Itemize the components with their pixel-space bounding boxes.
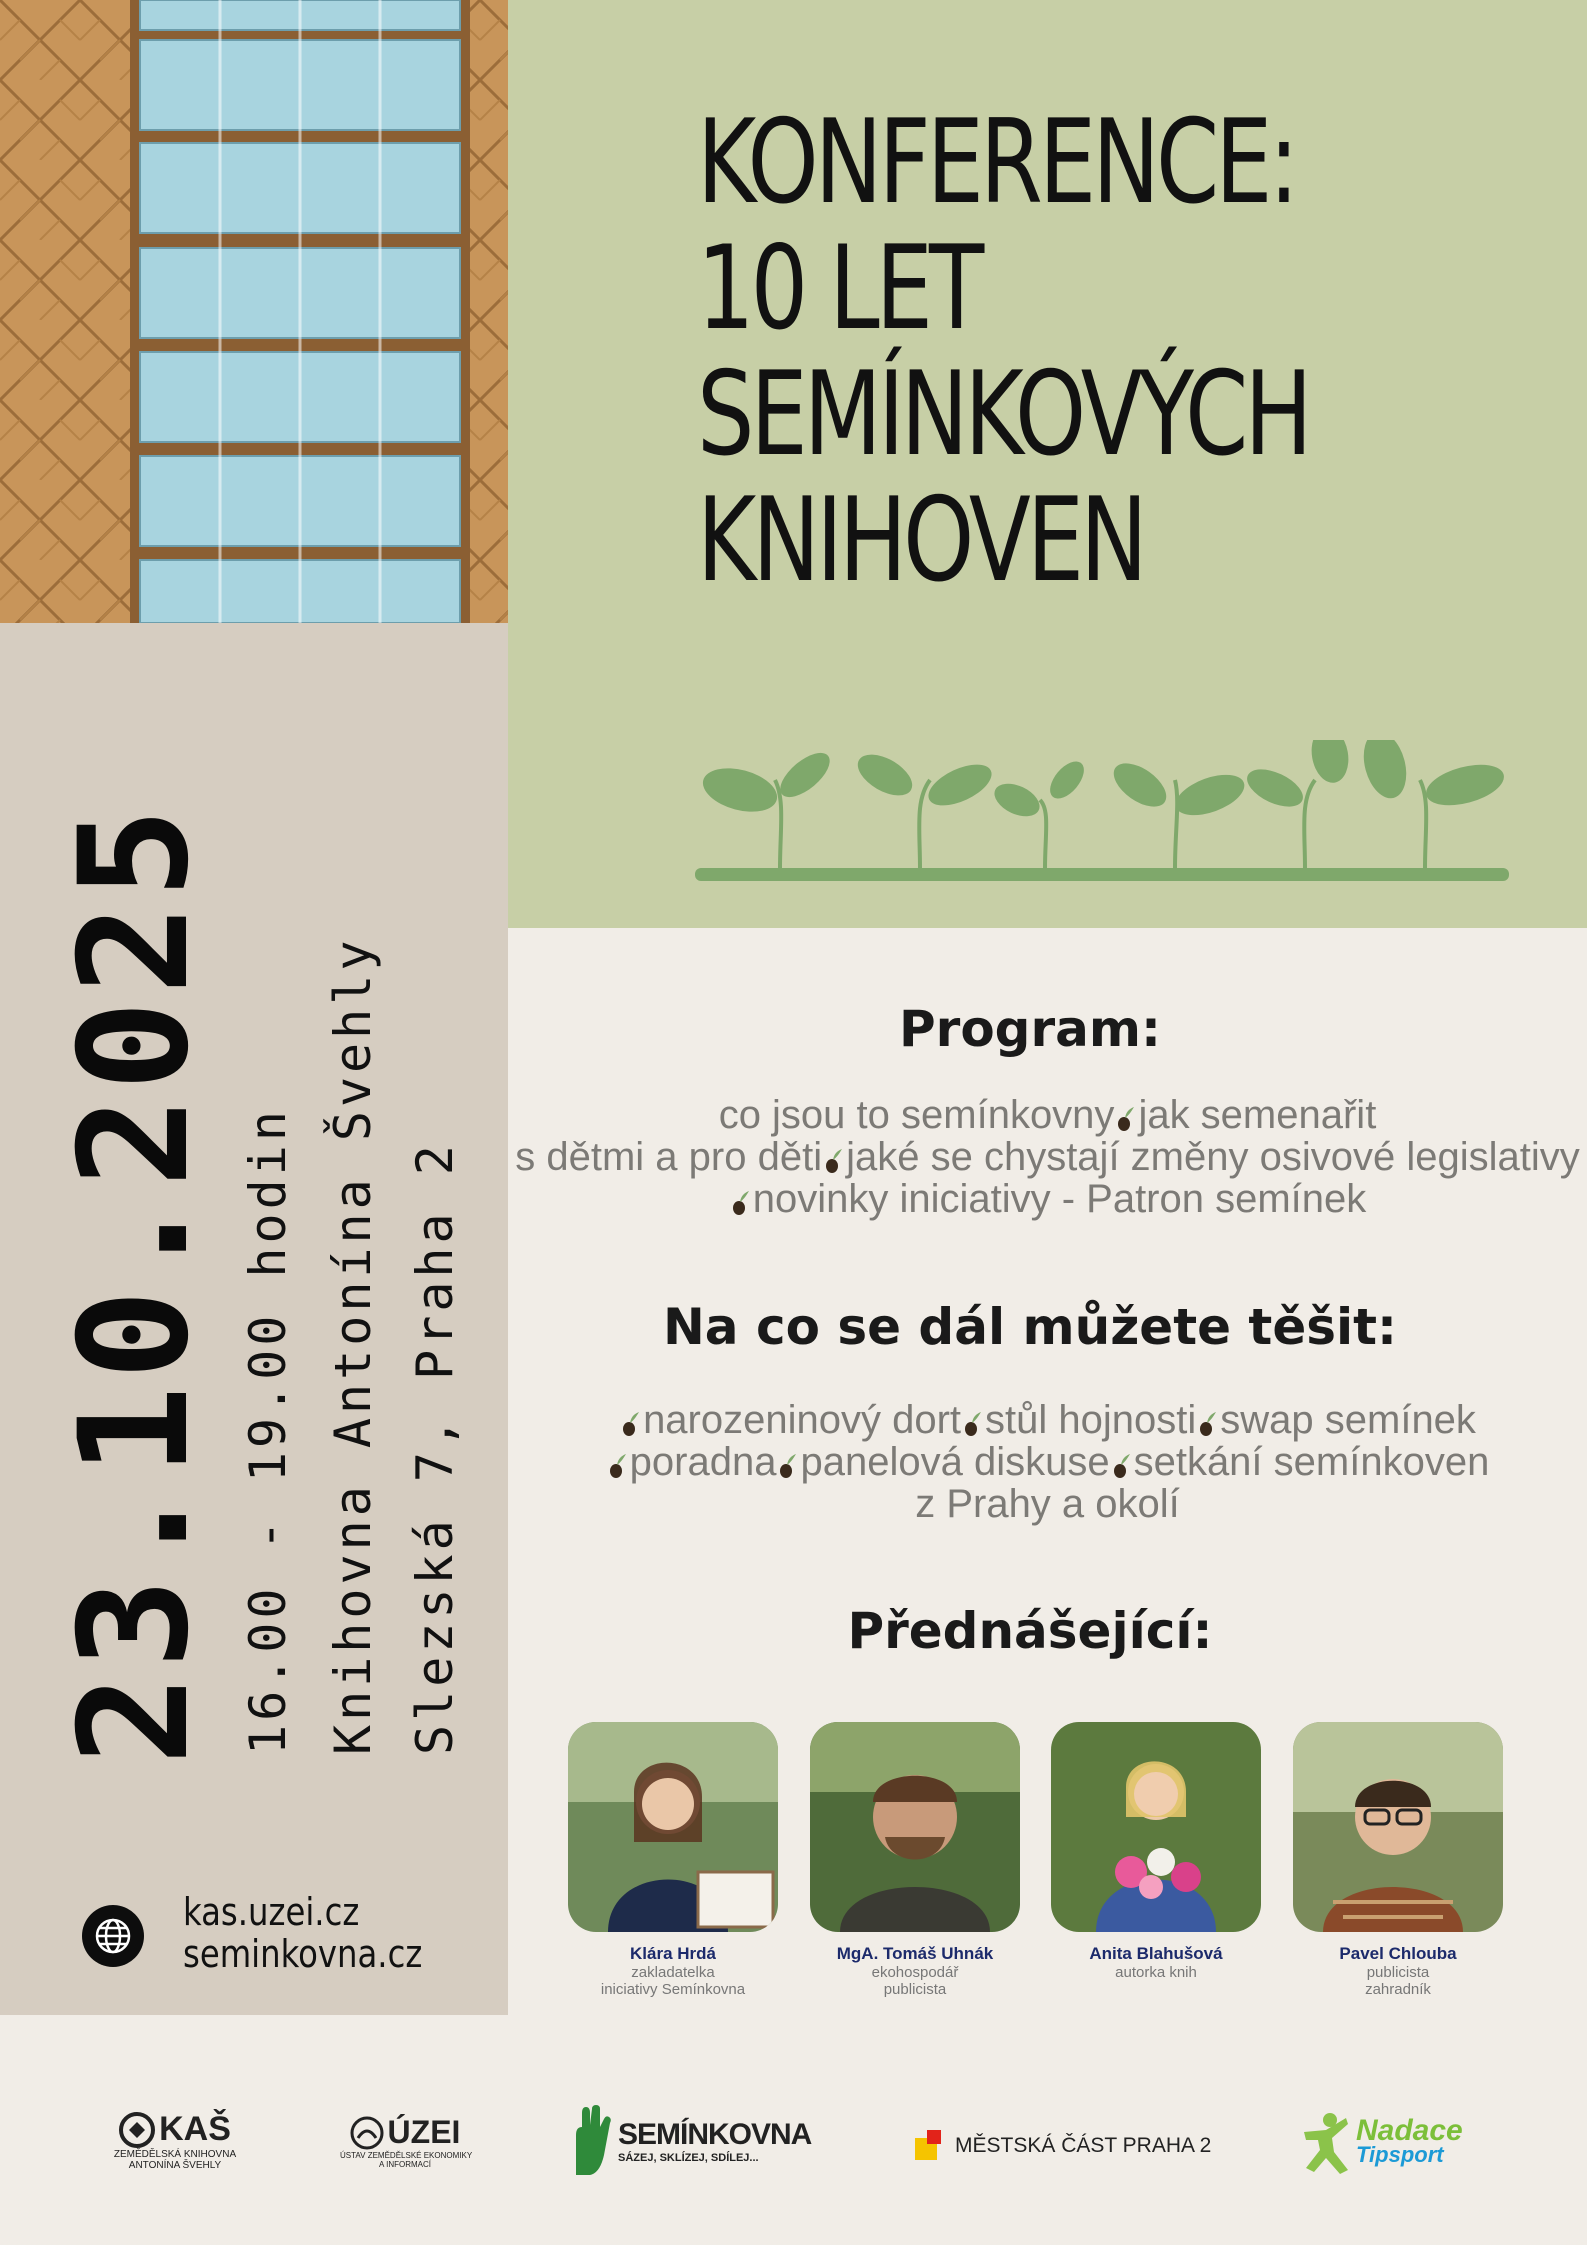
extras-line-3 <box>508 1483 1587 1525</box>
website-seminkovna[interactable]: seminkovna.cz <box>183 1932 423 1976</box>
extras-item: panelová diskuse <box>800 1440 1110 1484</box>
event-date: 23.10.2025 <box>48 801 222 1765</box>
extras-item: narozeninový dort <box>643 1398 962 1442</box>
seed-icon <box>1116 1098 1136 1126</box>
program-text <box>508 1094 1587 1220</box>
extras-item: swap semínek <box>1220 1398 1476 1442</box>
tipsport-name2: Tipsport <box>1356 2142 1444 2167</box>
speaker-role: publicista <box>1366 1964 1430 1981</box>
logo-kas <box>105 2110 245 2171</box>
kas-sub1: ZEMĚDĚLSKÁ KNIHOVNA <box>113 2149 237 2160</box>
seed-icon <box>731 1182 751 1210</box>
seminkovna-tagline: SÁZEJ, SKLÍZEJ, SDÍLEJ... <box>618 2152 759 2164</box>
logo-tipsport <box>1300 2112 1463 2174</box>
praha2-name: MĚSTSKÁ ČÁST PRAHA 2 <box>955 2134 1212 2157</box>
seed-icon <box>1198 1403 1218 1431</box>
seed-icon <box>608 1445 628 1473</box>
speaker-photo <box>568 1722 778 1932</box>
seminkovna-hand-icon <box>570 2105 612 2177</box>
program-item: s dětmi a pro děti <box>515 1135 823 1179</box>
extras-item: stůl hojnosti <box>985 1398 1197 1442</box>
title-line-1: KONFERENCE: <box>697 95 1296 230</box>
uzei-emblem-icon <box>350 2116 384 2150</box>
program-line-3 <box>508 1178 1587 1220</box>
kas-emblem-icon <box>119 2112 155 2148</box>
logo-uzei <box>340 2114 473 2169</box>
speaker-name: Pavel Chlouba <box>1339 1944 1457 1963</box>
extras-item: poradna <box>629 1440 777 1484</box>
seed-icon <box>778 1445 798 1473</box>
logo-seminkovna <box>570 2105 811 2177</box>
globe-icon <box>82 1905 144 1967</box>
uzei-sub1: ÚSTAV ZEMĚDĚLSKÉ EKONOMIKY <box>340 2151 473 2160</box>
extras-line-2 <box>508 1441 1587 1483</box>
sprout-1 <box>698 745 837 868</box>
speaker-role: zahradník <box>1365 1981 1431 1998</box>
uzei-sub2: A INFORMACÍ <box>378 2160 431 2169</box>
extras-line-1 <box>508 1399 1587 1441</box>
tipsport-name1: Nadace <box>1356 2114 1463 2147</box>
seed-icon <box>824 1140 844 1168</box>
sprout-5 <box>1241 740 1352 868</box>
extras-text <box>508 1399 1587 1525</box>
program-item: novinky iniciativy - Patron semínek <box>752 1177 1367 1221</box>
speaker-role: iniciativy Semínkovna <box>600 1981 746 1998</box>
tipsport-figure-icon <box>1300 2112 1352 2174</box>
conference-title <box>697 95 1368 608</box>
sprout-2 <box>851 746 998 868</box>
speakers-heading: Přednášející: <box>847 1602 1213 1660</box>
extras-item: setkání semínkoven <box>1133 1440 1490 1484</box>
event-address: Slezská 7, Praha 2 <box>406 1141 464 1755</box>
uzei-name: ÚZEI <box>387 2114 461 2150</box>
speaker-name: Klára Hrdá <box>630 1944 716 1963</box>
speaker-role: autorka knih <box>1115 1964 1197 1981</box>
website-kas[interactable]: kas.uzei.cz <box>183 1890 360 1934</box>
speaker-photo <box>1051 1722 1261 1932</box>
extras-item: z Prahy a okolí <box>915 1482 1180 1526</box>
sprout-3 <box>989 755 1090 868</box>
speaker-card <box>810 1722 1020 1998</box>
title-line-2: 10 LET <box>697 221 981 356</box>
speaker-card <box>1293 1722 1503 1998</box>
speaker-role: ekohospodář <box>871 1964 959 1981</box>
seed-icon <box>963 1403 983 1431</box>
speaker-role: zakladatelka <box>631 1964 715 1981</box>
praha2-emblem-icon <box>915 2130 947 2162</box>
sprout-4 <box>1106 755 1249 868</box>
speaker-card <box>1051 1722 1261 1981</box>
logo-praha2 <box>915 2130 1211 2162</box>
sprouts-illustration <box>695 740 1515 890</box>
kas-sub2: ANTONÍNA ŠVEHLY <box>128 2160 222 2171</box>
program-item: jaké se chystají změny osivové legislativy <box>846 1135 1580 1179</box>
seed-icon <box>1112 1445 1132 1473</box>
speaker-photo <box>810 1722 1020 1932</box>
speaker-name: MgA. Tomáš Uhnák <box>836 1944 994 1963</box>
event-time: 16.00 - 19.00 hodin <box>239 1107 297 1755</box>
program-item: jak semenařit <box>1138 1093 1377 1137</box>
seed-icon <box>621 1403 641 1431</box>
program-item: co jsou to semínkovny <box>718 1093 1115 1137</box>
speaker-name: Anita Blahušová <box>1089 1944 1223 1963</box>
seminkovna-name: SEMÍNKOVNA <box>618 2118 812 2151</box>
event-place: Knihovna Antonína Švehly <box>324 936 382 1755</box>
speaker-photo <box>1293 1722 1503 1932</box>
kas-name: KAŠ <box>159 2110 231 2148</box>
program-line-1 <box>508 1094 1587 1136</box>
speaker-card <box>568 1722 778 1998</box>
sprout-6 <box>1357 740 1508 868</box>
title-line-4: KNIHOVEN <box>697 473 1144 608</box>
title-line-3: SEMÍNKOVÝCH <box>697 347 1309 482</box>
program-line-2 <box>508 1136 1587 1178</box>
program-heading: Program: <box>899 1000 1161 1058</box>
speaker-role: publicista <box>883 1981 947 1998</box>
extras-heading: Na co se dál můžete těšit: <box>662 1298 1398 1356</box>
